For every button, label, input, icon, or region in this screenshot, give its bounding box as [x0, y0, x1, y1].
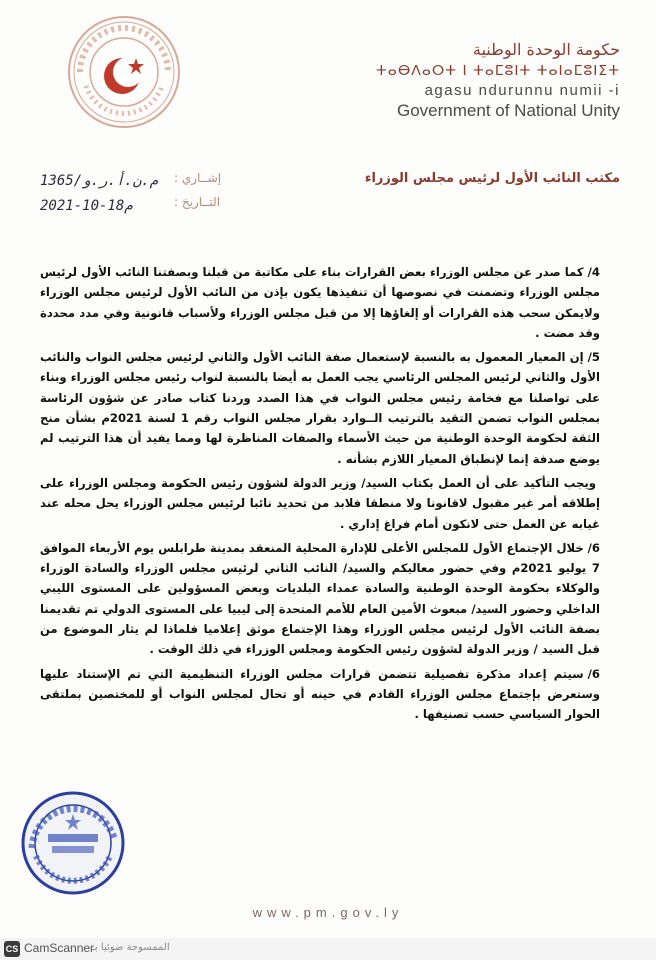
- paragraph-text: ويجب التأكيد على أن العمل بكتاب السيد/ وزير الدولة لشؤون رئيس الحكومة ومجلس الوزراء على إطلاقه أمر غير مقبول لاقانونا ولا منطقا فلابد من تحديد نائبا لرئيس مجلس الوزراء يحل محله عند غيابه عن العمل حتى لانكون أمام فراغ إداري .: [40, 475, 600, 531]
- paragraph-text: خلال الإجتماع الأول للمجلس الأعلى للإدارة المحلية المنعقد بمدينة طرابلس يوم الأربعاء الموافق 7 يوليو 2021م وفي حضور معاليكم والسيد/ النائب الثاني لرئيس مجلس الوزراء والسادة الوزراء والوكلاء بحكومة الوحدة الوطنية والسادة عمداء البلديات وبعض المسؤولين على المستوى الليبي الداخلي وحضور السيد/ مبعوث الأمين العام للأمم المتحدة إلى ليبيا على المستوى الدولي تم تقديمنا بصفة النائب الأول لرئيس مجلس الوزراء وهذا الإجتماع موثق إعلاميا فلماذا لم يثار الموضوع من قبل السيد / وزير الدولة لشؤون رئيس الحكومة ومجلس الوزراء في ذلك الوقت .: [40, 540, 600, 657]
- camscanner-logo-icon: CS: [4, 941, 20, 957]
- paragraph-text: كما صدر عن مجلس الوزراء بعض القرارات بناء على مكاتبة من قبلنا وبصفتنا النائب الأول لرئيس مجلس الوزراء وتضمنت في نصوصها أن تنفيذها يكون بإذن من النائب الأول لرئيس مجلس الوزراء ولايمكن سحب هذه القرارات أو إلغاؤها إلا من قبل مجلس الوزراء ولأسباب قانونية وفي مدد محددة وقد مضت .: [40, 265, 600, 340]
- paragraph-text: سيتم إعداد مذكرة تفصيلية تتضمن قرارات مجلس الوزراء التنظيمية التي تم الإستناد عليها وستعرض بإجتماع مجلس الوزراء القادم في حينه أو تحال لمجلس النواب أو للمختصين بملتقى الحوار السياسي حسب تصنيفها .: [40, 666, 600, 722]
- paragraph: [40, 664, 600, 725]
- paragraph-number: 6/: [587, 540, 600, 555]
- official-round-stamp-icon: [18, 788, 128, 898]
- brand-title-arabic: حكومة الوحدة الوطنية: [472, 40, 620, 59]
- reference-value: 1365/م.ن.أ.ر.و: [40, 173, 159, 189]
- office-title: مكتب النائب الأول لرئيس مجلس الوزراء: [364, 171, 620, 186]
- paragraph-text: إن المعيار المعمول به بالنسبة لإستعمال صفة النائب الأول والثاني لرئيس مجلس النواب والنائب الأول والثاني لرئيس المجلس الرئاسي يجب العمل به أيضا بالنسبة لنواب رئيس مجلس الوزراء وبناء على تواصلنا مع فخامة رئيس مجلس النواب في هذا الصدد وردنا كتاب صادر عن شؤون الرئاسة بمجلس النواب تضمن التقيد بالترتيب الــوارد بقرار مجلس النواب رقم 1 لسنة 2021م بشأن منح الثقة لحكومة الوحدة الوطنية من حيث الأسماء والصفات المناظرة لها ومما يفيد أن هذا الترتيب لم يوضع صدفة إنما لإنطباق المعيار اللازم بشأنه .: [40, 350, 600, 466]
- libya-crescent-star-seal-icon: [66, 14, 182, 130]
- date-label: التــاريخ :: [174, 195, 221, 209]
- paragraph: [40, 262, 600, 343]
- paragraph: [40, 347, 600, 469]
- paragraph: [40, 473, 600, 534]
- brand-title-tifinagh: ⵜⴰⴱⴷⴰⵔⵜ ⵏ ⵜⴰⵎⵓⵏⵜ ⵜⴰⵏⴰⵎⵓⵏⵉⵜ: [376, 63, 620, 79]
- government-brand: [330, 40, 620, 122]
- footer-website: www.pm.gov.ly: [252, 905, 404, 920]
- paragraph-number: 6/: [587, 666, 600, 681]
- paragraph-number: 4/: [587, 265, 600, 279]
- paragraph-number: 5/: [587, 350, 600, 365]
- reference-label: إشــاري :: [174, 171, 222, 185]
- brand-title-amazigh: agasu ndurunnu numii -i: [424, 82, 620, 99]
- scanner-caption: الممسوحة ضوئيا بـ: [92, 942, 170, 953]
- date-value: 2021-10-18م: [40, 198, 133, 214]
- paragraph: [40, 538, 600, 660]
- letter-body: [40, 262, 600, 729]
- scanner-name: CamScanner: [24, 941, 95, 955]
- brand-title-english: Government of National Unity: [397, 101, 620, 120]
